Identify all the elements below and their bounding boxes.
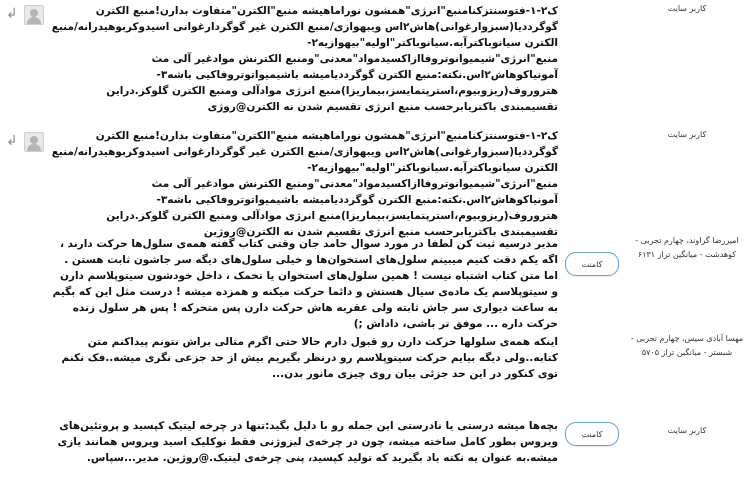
post-content: بچه‌ها میشه درستی یا نادرستی این جمله رو با دلیل بگید:تنها در چرخه لیتیک کپسید و پروتئین‌های ویروس بطور کامل ساخته میشه، چون در چرخه‌ی لیزوژنی فقط نوکلیک اسید ویروس همانند یازی میشه.به عنوان یه نکته یاد بگیرید که تولید کپسید، پنی چرخه‌ی لیتیک.@روژین. مدیر...سپاس. <box>57 420 558 464</box>
post-author[interactable]: مهسا آبادی سیس، چهارم تجربی - شبستر - میانگین تراز ۵۷۰۵ <box>630 334 744 357</box>
post-author[interactable]: کاربر سایت <box>667 130 707 139</box>
post-row <box>0 228 756 338</box>
post-row <box>0 120 756 238</box>
post-row <box>0 414 756 504</box>
avatar <box>24 5 44 25</box>
post-content: ک۲-۱-فتوسنتزکنامنبع"انرژی"همشون نوراماهیشه منبع"الکترن"متفاوت بدارن!منبع الکترن گوگرددیا(سبزوارغوانی)هاش۲اس ویبهوازی/منبع الکترن غیر گوگردارغوانی اسیدوکربوهیدرانه/منبع الکترن سیانوباکترآبه.سیانوباکتر"اولیه"بیهوازیه۲-منبع"انرژی"شیمیوانوتروفاازاکسیدمواد"معدنی"ومنبع الکترنش موادغیر آلی مث آمونیاکوهاش۲اس.نکته:منبع الکترن گوگرددیامیشه باشیمیواتوتروفاکیی باشه۳-هتروروف(ریزوبیوم،استرپتمایسز،بیماریزا)منبع انرژی موادآلی ومنبع الکترن گلوکز.دراین تقسیمبندی باکتریابرحسب منبع انرژی تقسیم شدن نه الکترن@روژی <box>51 5 558 113</box>
comment-button-wrap <box>562 422 622 446</box>
post-author[interactable]: کاربر سایت <box>667 426 707 435</box>
post-content: اینکه همه‌ی سلولها حرکت دارن رو قبول دارم حالا حتی اگرم مثالی براش نتونم پیداکنم متن کتابه..ولی دیگه بیایم حرکت سیتوپلاسم رو درنظر بگیریم بیش از حد جزعی نگری میشه..فک نکنم توی کنکور در این حد جزئی بیان روی چیزی مانور بدن... <box>61 336 558 380</box>
post-author[interactable]: کاربر سایت <box>667 4 707 13</box>
post-content: ک۲-۱-فتوسنتزکنامنبع"انرژی"همشون نوراماهیشه منبع"الکترن"متفاوت بدارن!منبع الکترن گوگرددیا(سبزوارغوانی)هاش۲اس ویبهوازی/منبع الکترن غیر گوگردارغوانی اسیدوکربوهیدرانه/منبع الکترن سیانوباکترآبه.سیانوباکتر"اولیه"بیهوازیه۲-منبع"انرژی"شیمیوانوتروفاازاکسیدمواد"معدنی"ومنبع الکترنش موادغیر آلی مث آمونیاکوهاش۲اس.نکته:منبع الکترن گوگرددیامیشه باشیمیواتوتروفاکیی باشه۳-هتروروف(ریزوبیوم،استرپتمایسز،بیماریزا)منبع انرژی موادآلی ومنبع الکترن گلوکز.دراین تقسیمبندی باکتریابرحسب منبع انرژی تقسیم شدن نه الکترن@روژین <box>51 130 558 238</box>
avatar <box>24 132 44 152</box>
comment-button-wrap <box>562 252 622 276</box>
comment-button[interactable]: کامنت <box>565 422 619 446</box>
post-author[interactable]: امیررضا گراوند، چهارم تجربی - کوهدشت - میانگین تراز ۶۱۳۱ <box>635 236 739 259</box>
reply-arrow-icon[interactable]: ↲ <box>6 133 18 149</box>
post-row <box>0 0 756 112</box>
reply-arrow-icon[interactable]: ↲ <box>6 6 18 22</box>
post-content: مدیر درسیه ثبت کن لطفا در مورد سوال حامد جان وقتی کتاب گفته همه‌ی سلول‌ها حرکت دارند ، اگه یکم دقت کنیم میبینم سلول‌های استخوان‌ها و خیلی سلول‌های دیگه سر جاشون ثابت هستن . اما متن کتاب اشتباه نیست ! همین سلول‌های استخوان یا تخمک ، داخل خودشون سیتوپلاسم دارن و سیتوپلاسم یک ماده‌ی سیال هستش و دائما حرکت میکنه و همزده میشه ! درست مثل این که بگیم به ساعت دیواری سر جاش ثابته ولی عقربه هاش حرکت دارن پس متحرکه ! پس هر سلول زنده حرکت داره ... موفق تر باشی، داداش ;) <box>52 238 558 330</box>
comment-button[interactable]: کامنت <box>565 252 619 276</box>
post-row <box>0 332 756 392</box>
